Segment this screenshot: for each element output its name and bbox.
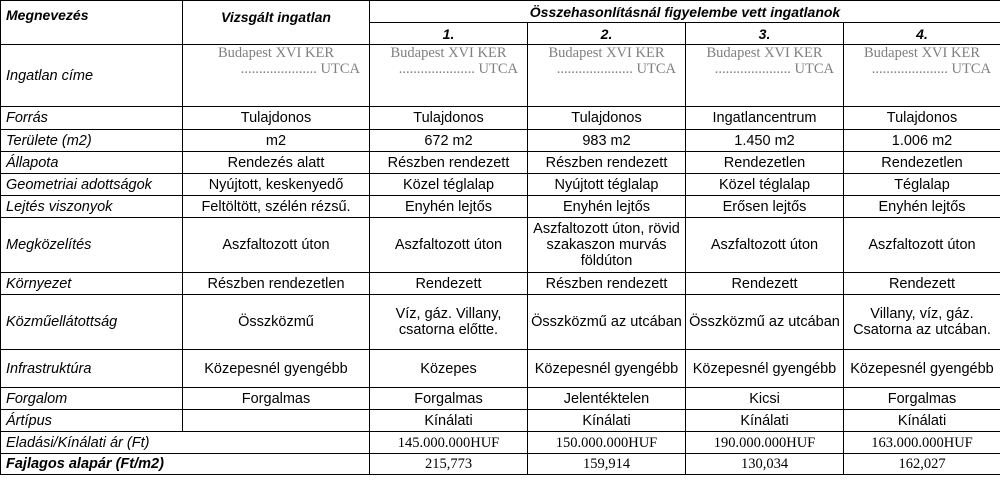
address-cell: Budapest XVI KER ..................... UTCA (844, 45, 1000, 107)
cell-value: Forgalmas (844, 388, 1000, 410)
unit-price-value: 162,027 (844, 454, 1000, 475)
unit-price-row (1, 454, 1000, 475)
cell-value: Víz, gáz. Villany, csatorna előtte. (370, 295, 528, 350)
row-label: Lejtés viszonyok (1, 196, 183, 218)
table-row (1, 295, 1000, 350)
row-label: Ártípus (1, 410, 183, 432)
cell-value: 1.450 m2 (686, 130, 844, 152)
cell-value: Forgalmas (183, 388, 370, 410)
price-row (1, 432, 1000, 454)
cell-value: Rendezetlen (844, 152, 1000, 174)
cell-value: Közepesnél gyengébb (686, 350, 844, 388)
table-row (1, 273, 1000, 295)
price-value: 145.000.000HUF (370, 432, 528, 454)
row-label: Állapota (1, 152, 183, 174)
header-number-4: 4. (844, 23, 1000, 45)
header-group-title: Összehasonlításnál figyelembe vett ingatlanok (370, 1, 1000, 23)
table-row (1, 152, 1000, 174)
cell-value: Nyújtott, keskenyedő (183, 174, 370, 196)
header-number-3: 3. (686, 23, 844, 45)
cell-value: Rendezett (844, 273, 1000, 295)
row-label: Infrastruktúra (1, 350, 183, 388)
cell-value: Közepesnél gyengébb (844, 350, 1000, 388)
row-label: Forgalom (1, 388, 183, 410)
cell-value: Kínálati (370, 410, 528, 432)
cell-value: Nyújtott téglalap (528, 174, 686, 196)
cell-value: Rendezetlen (686, 152, 844, 174)
row-label: Környezet (1, 273, 183, 295)
cell-value: m2 (183, 130, 370, 152)
cell-value: Erősen lejtős (686, 196, 844, 218)
cell-value: Részben rendezetlen (183, 273, 370, 295)
cell-value: Téglalap (844, 174, 1000, 196)
cell-value: Közel téglalap (370, 174, 528, 196)
row-label: Területe (m2) (1, 130, 183, 152)
cell-value: Aszfaltozott úton (686, 218, 844, 273)
cell-value: Részben rendezett (528, 273, 686, 295)
cell-value: Összközmű az utcában (686, 295, 844, 350)
cell-value: Részben rendezett (528, 152, 686, 174)
cell-value: 672 m2 (370, 130, 528, 152)
price-value: 190.000.000HUF (686, 432, 844, 454)
cell-value: Rendezett (370, 273, 528, 295)
row-label: Eladási/Kínálati ár (Ft) (1, 432, 370, 454)
cell-value: Összközmű (183, 295, 370, 350)
cell-value: Kicsi (686, 388, 844, 410)
table-row (1, 107, 1000, 130)
cell-value: Tulajdonos (844, 107, 1000, 130)
cell-value: Aszfaltozott úton (844, 218, 1000, 273)
table-row (1, 196, 1000, 218)
address-label: Ingatlan címe (1, 45, 183, 107)
address-row (1, 45, 1000, 107)
address-cell: Budapest XVI KER ..................... UTCA (528, 45, 686, 107)
price-value: 163.000.000HUF (844, 432, 1000, 454)
header-number-1: 1. (370, 23, 528, 45)
table-row (1, 388, 1000, 410)
cell-value: Aszfaltozott úton (183, 218, 370, 273)
cell-value: Közepesnél gyengébb (183, 350, 370, 388)
price-type-row (1, 410, 1000, 432)
address-cell: Budapest XVI KER ..................... UTCA (686, 45, 844, 107)
price-value: 150.000.000HUF (528, 432, 686, 454)
row-label: Geometriai adottságok (1, 174, 183, 196)
cell-value: Kínálati (528, 410, 686, 432)
header-subject-col: Vizsgált ingatlan (183, 1, 370, 45)
cell-value: Forgalmas (370, 388, 528, 410)
cell-value: Közel téglalap (686, 174, 844, 196)
cell-value: Rendezés alatt (183, 152, 370, 174)
header-label-col: Megnevezés (1, 1, 183, 45)
cell-value: Rendezett (686, 273, 844, 295)
cell-empty (183, 410, 370, 432)
cell-value: Enyhén lejtős (844, 196, 1000, 218)
cell-value: Összközmű az utcában (528, 295, 686, 350)
cell-value: Kínálati (686, 410, 844, 432)
cell-value: Feltöltött, szélén rézsű. (183, 196, 370, 218)
header-number-2: 2. (528, 23, 686, 45)
cell-value: Enyhén lejtős (370, 196, 528, 218)
row-label: Forrás (1, 107, 183, 130)
cell-value: 983 m2 (528, 130, 686, 152)
cell-value: Kínálati (844, 410, 1000, 432)
cell-value: Tulajdonos (528, 107, 686, 130)
address-cell: Budapest XVI KER ..................... UTCA (183, 45, 370, 107)
address-cell: Budapest XVI KER ..................... UTCA (370, 45, 528, 107)
cell-value: Tulajdonos (183, 107, 370, 130)
cell-value: 1.006 m2 (844, 130, 1000, 152)
row-label: Közműellátottság (1, 295, 183, 350)
row-label: Megközelítés (1, 218, 183, 273)
cell-value: Tulajdonos (370, 107, 528, 130)
row-label: Fajlagos alapár (Ft/m2) (1, 454, 370, 475)
cell-value: Aszfaltozott úton (370, 218, 528, 273)
cell-value: Ingatlancentrum (686, 107, 844, 130)
cell-value: Közepes (370, 350, 528, 388)
unit-price-value: 130,034 (686, 454, 844, 475)
cell-value: Enyhén lejtős (528, 196, 686, 218)
table-row (1, 130, 1000, 152)
cell-value: Jelentéktelen (528, 388, 686, 410)
table-row (1, 350, 1000, 388)
unit-price-value: 159,914 (528, 454, 686, 475)
cell-value: Közepesnél gyengébb (528, 350, 686, 388)
table-row (1, 218, 1000, 273)
table-row (1, 174, 1000, 196)
unit-price-value: 215,773 (370, 454, 528, 475)
cell-value: Villany, víz, gáz. Csatorna az utcában. (844, 295, 1000, 350)
cell-value: Részben rendezett (370, 152, 528, 174)
cell-value: Aszfaltozott úton, rövid szakaszon murvás földúton (528, 218, 686, 273)
